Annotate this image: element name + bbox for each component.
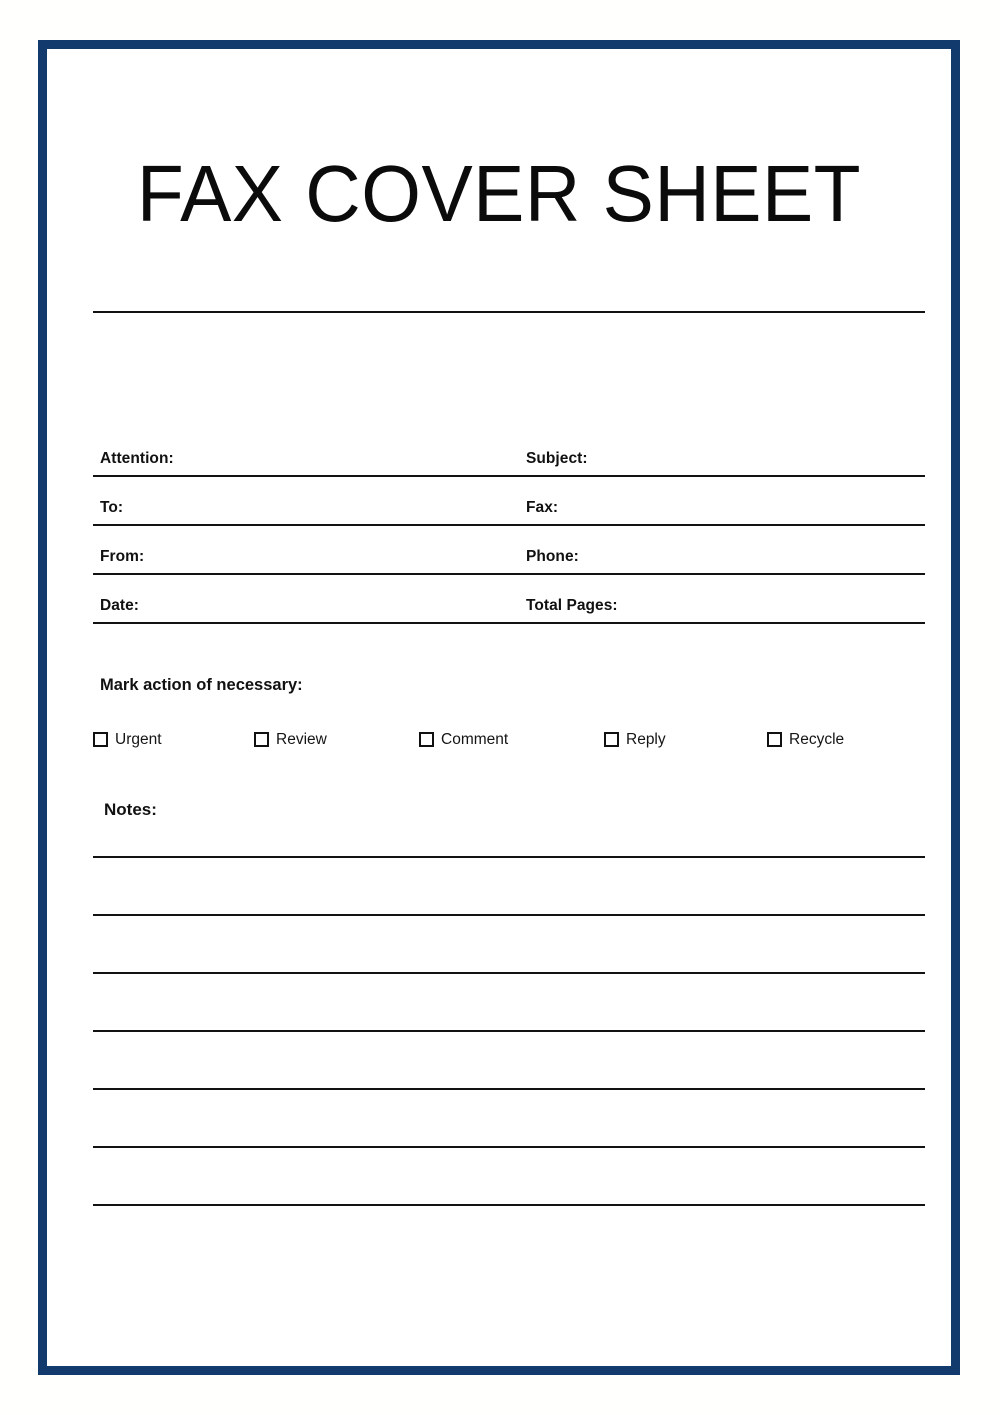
field-label-attention: Attention: <box>100 450 174 467</box>
field-label-fax: Fax: <box>526 499 559 516</box>
field-subject[interactable] <box>519 428 925 477</box>
notes-heading: Notes: <box>104 800 157 819</box>
checkbox-label-reply: Reply <box>626 731 666 748</box>
checkbox-item-urgent[interactable] <box>93 732 162 748</box>
field-row-from-phone <box>93 526 925 575</box>
checkbox-label-review: Review <box>276 731 327 748</box>
checkbox-label-urgent: Urgent <box>115 731 162 748</box>
field-from[interactable] <box>93 526 519 575</box>
field-underline-total-pages <box>519 622 925 624</box>
checkbox-label-recycle: Recycle <box>789 731 845 748</box>
field-label-phone: Phone: <box>526 548 579 565</box>
checkbox-item-recycle[interactable] <box>767 732 844 748</box>
header-divider <box>93 311 925 313</box>
checkbox-icon-review[interactable] <box>254 732 269 747</box>
field-label-total-pages: Total Pages: <box>526 597 618 614</box>
notes-line-7[interactable] <box>93 1204 925 1206</box>
page-border-frame <box>38 40 960 1375</box>
checkbox-label-comment: Comment <box>441 731 509 748</box>
field-attention[interactable] <box>93 428 519 477</box>
checkbox-icon-recycle[interactable] <box>767 732 782 747</box>
fax-cover-sheet <box>47 49 951 1366</box>
field-label-to: To: <box>100 499 124 516</box>
field-total-pages[interactable] <box>519 575 925 624</box>
field-underline-date <box>93 622 519 624</box>
page-title: FAX COVER SHEET <box>136 149 862 238</box>
checkbox-icon-reply[interactable] <box>604 732 619 747</box>
notes-line-6[interactable] <box>93 1146 925 1148</box>
notes-line-4[interactable] <box>93 1030 925 1032</box>
notes-line-1[interactable] <box>93 856 925 858</box>
field-label-subject: Subject: <box>526 450 588 467</box>
field-row-date-total-pages <box>93 575 925 624</box>
field-row-to-fax <box>93 477 925 526</box>
field-label-date: Date: <box>100 597 140 614</box>
field-label-from: From: <box>100 548 145 565</box>
notes-line-5[interactable] <box>93 1088 925 1090</box>
mark-action-options <box>93 732 925 758</box>
field-row-attention-subject <box>93 428 925 477</box>
notes-line-2[interactable] <box>93 914 925 916</box>
checkbox-icon-urgent[interactable] <box>93 732 108 747</box>
mark-action-heading: Mark action of necessary: <box>100 676 303 694</box>
field-to[interactable] <box>93 477 519 526</box>
field-fax[interactable] <box>519 477 925 526</box>
field-date[interactable] <box>93 575 519 624</box>
checkbox-item-reply[interactable] <box>604 732 666 748</box>
checkbox-item-review[interactable] <box>254 732 327 748</box>
field-phone[interactable] <box>519 526 925 575</box>
checkbox-item-comment[interactable] <box>419 732 508 748</box>
checkbox-icon-comment[interactable] <box>419 732 434 747</box>
notes-line-3[interactable] <box>93 972 925 974</box>
